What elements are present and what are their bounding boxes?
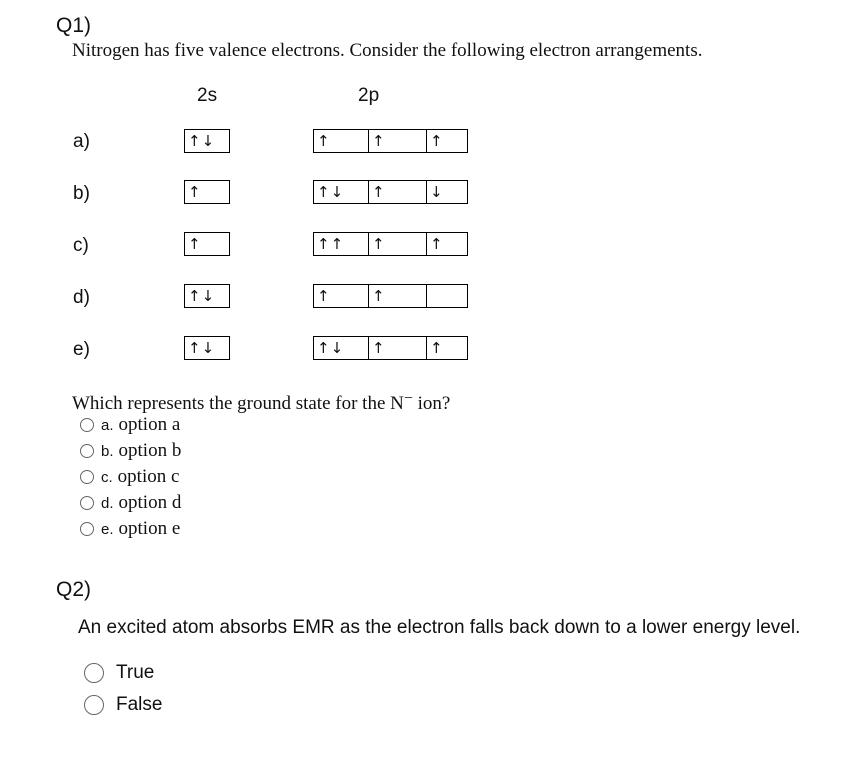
column-header-2p: 2p	[358, 85, 380, 106]
orbital-box-2p-1: ↑	[313, 284, 369, 308]
radio-circle-icon[interactable]	[80, 444, 94, 458]
q1-heading: Q1)	[56, 14, 92, 37]
q2-option-true[interactable]	[84, 661, 154, 685]
q2-heading: Q2)	[56, 578, 92, 601]
question-text: Which represents the ground state for the N	[72, 393, 404, 414]
option-letter: d.	[101, 494, 114, 512]
orbital-box-2s: ↑	[184, 232, 230, 256]
radio-circle-icon[interactable]	[80, 496, 94, 510]
radio-circle-icon[interactable]	[80, 418, 94, 432]
q1-intro-text: Nitrogen has five valence electrons. Consider the following electron arrangements.	[72, 40, 703, 61]
row-label-d: d)	[73, 287, 90, 308]
option-text: option b	[118, 440, 182, 461]
orbital-box-2p-2: ↑	[368, 129, 427, 153]
orbital-box-2s: ↑	[184, 180, 230, 204]
q2-option-false[interactable]	[84, 693, 162, 717]
option-text: option c	[117, 466, 180, 487]
orbital-box-2p-3: ↓	[426, 180, 468, 204]
radio-circle-icon[interactable]	[84, 663, 104, 683]
orbital-box-2p-2: ↑	[368, 336, 427, 360]
q1-question	[72, 390, 450, 415]
radio-circle-icon[interactable]	[84, 695, 104, 715]
q2-statement: An excited atom absorbs EMR as the electron falls back down to a lower energy level.	[78, 617, 801, 638]
orbital-box-2p-1: ↑↓	[313, 180, 369, 204]
q1-option-a[interactable]	[80, 414, 180, 436]
option-letter: e.	[101, 520, 114, 538]
q1-option-c[interactable]	[80, 466, 179, 488]
orbital-box-2p-3: ↑	[426, 232, 468, 256]
option-letter: a.	[101, 416, 114, 434]
column-header-2s: 2s	[197, 85, 218, 106]
q1-option-e[interactable]	[80, 518, 180, 540]
orbital-box-2p-1: ↑↑	[313, 232, 369, 256]
orbital-box-2p-3	[426, 284, 468, 308]
orbital-box-2p-1: ↑↓	[313, 336, 369, 360]
option-text: option a	[118, 414, 181, 435]
orbital-box-2p-3: ↑	[426, 336, 468, 360]
orbital-box-2p-2: ↑	[368, 180, 427, 204]
option-text: option d	[118, 492, 182, 513]
orbital-box-2p-3: ↑	[426, 129, 468, 153]
radio-circle-icon[interactable]	[80, 522, 94, 536]
row-label-e: e)	[73, 339, 90, 360]
option-text: False	[116, 694, 163, 715]
orbital-box-2p-2: ↑	[368, 284, 427, 308]
option-letter: b.	[101, 442, 114, 460]
superscript-charge: −	[403, 390, 413, 407]
orbital-box-2s: ↑↓	[184, 336, 230, 360]
radio-circle-icon[interactable]	[80, 470, 94, 484]
orbital-box-2s: ↑↓	[184, 129, 230, 153]
orbital-box-2p-2: ↑	[368, 232, 427, 256]
row-label-c: c)	[73, 235, 89, 256]
orbital-box-2p-1: ↑	[313, 129, 369, 153]
row-label-b: b)	[73, 183, 90, 204]
option-text: True	[116, 662, 155, 683]
q1-option-b[interactable]	[80, 440, 181, 462]
row-label-a: a)	[73, 131, 90, 152]
orbital-box-2s: ↑↓	[184, 284, 230, 308]
option-text: option e	[118, 518, 181, 539]
option-letter: c.	[101, 468, 113, 486]
q1-option-d[interactable]	[80, 492, 181, 514]
question-text-end: ion?	[412, 393, 451, 414]
